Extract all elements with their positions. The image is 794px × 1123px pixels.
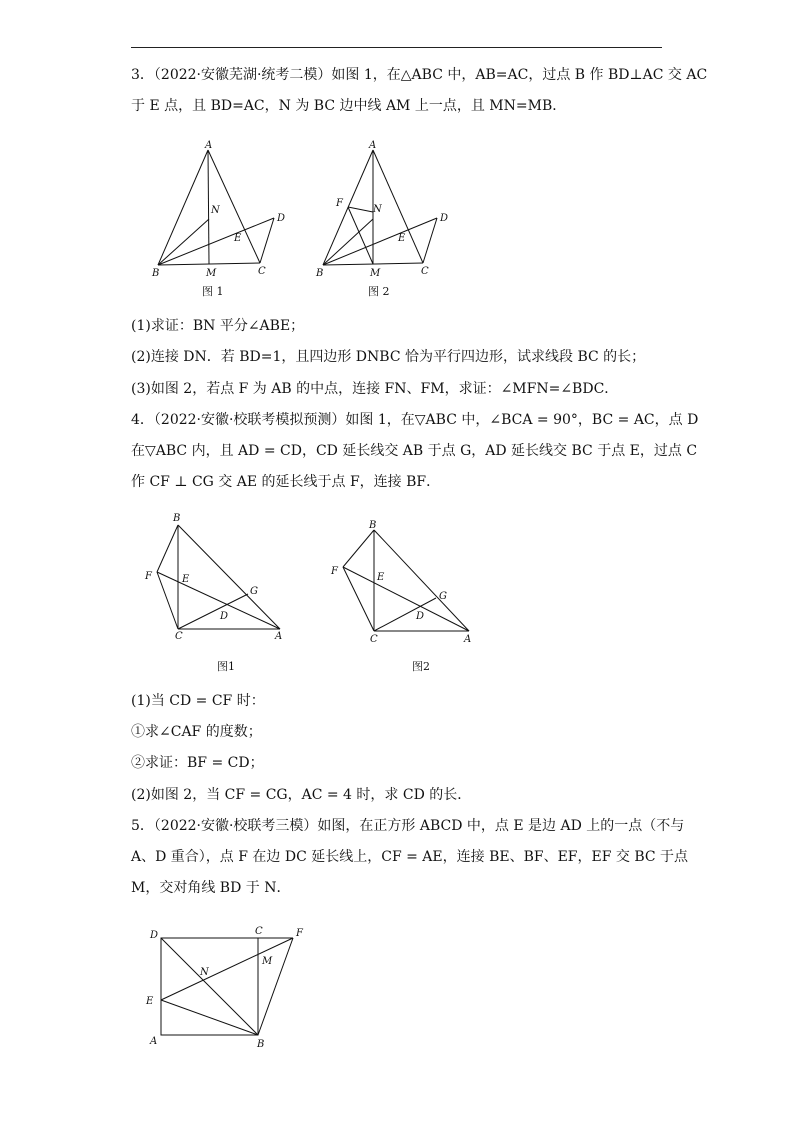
q4-f1-label-a: A (275, 631, 283, 642)
q4-f2-label-d: D (416, 611, 425, 622)
q3-figure-1 (140, 135, 300, 303)
q5-label-m: M (262, 956, 273, 967)
q5-figure (140, 918, 315, 1053)
q3-text-line-1: 3．（2022·安徽芜湖·统考二模）如图 1，在△ABC 中，AB=AC，过点 B 作 BD⊥AC 交 AC (131, 67, 708, 83)
q4-f2-label-f: F (331, 566, 338, 577)
q4-part-1a: ①求∠CAF 的度数； (131, 724, 262, 740)
q5-label-d: D (150, 930, 159, 941)
q5-text-line-3: M，交对角线 BD 于 N． (131, 880, 291, 896)
q4-part-1b: ②求证：BF = CD； (131, 755, 264, 771)
q3-part-2: (2)连接 DN．若 BD=1，且四边形 DNBC 恰为平行四边形，试求线段 BC 的长； (131, 349, 646, 365)
q3-text-line-2: 于 E 点，且 BD=AC，N 为 BC 边中线 AM 上一点，且 MN=MB． (131, 98, 567, 114)
q5-text-line-1: 5．（2022·安徽·校联考三模）如图，在正方形 ABCD 中，点 E 是边 AD 上的一点（不与 (131, 818, 685, 834)
q4-f2-label-e: E (377, 572, 385, 583)
q4-figure-2 (328, 505, 488, 677)
q4-f2-caption: 图2 (412, 660, 430, 673)
q4-f2-label-a: A (464, 634, 472, 645)
q4-text-line-2: 在▽ABC 内，且 AD = CD，CD 延长线交 AB 于点 G，AD 延长线交 BC 于点 E，过点 C (131, 443, 698, 459)
q3-f1-label-n: N (211, 205, 220, 216)
q4-part-1: (1)当 CD = CF 时： (131, 693, 265, 709)
q3-f2-caption: 图 2 (368, 285, 390, 298)
q4-f1-label-e: E (182, 574, 190, 585)
q4-f1-label-c: C (175, 631, 183, 642)
q3-f2-label-m: M (370, 268, 381, 279)
q3-f1-label-e: E (234, 233, 242, 244)
q4-f1-label-b: B (173, 513, 181, 524)
q5-label-f: F (296, 928, 303, 939)
q3-f2-label-d: D (440, 213, 449, 224)
q3-f1-label-m: M (206, 268, 217, 279)
q3-f1-label-a: A (205, 140, 213, 151)
q3-f1-label-c: C (258, 266, 266, 277)
q3-f2-label-a: A (369, 140, 377, 151)
q4-f2-label-c: C (370, 634, 378, 645)
q4-f1-label-d: D (220, 611, 229, 622)
q4-part-2: (2)如图 2，当 CF = CG，AC = 4 时，求 CD 的长． (131, 787, 472, 803)
q5-label-a: A (150, 1036, 158, 1047)
q4-f2-label-g: G (439, 591, 447, 602)
q3-f2-label-c: C (421, 266, 429, 277)
q4-f1-label-g: G (250, 586, 258, 597)
q4-text-line-1: 4．（2022·安徽·校联考模拟预测）如图 1，在▽ABC 中，∠BCA = 90°，BC = AC，点 D (131, 412, 699, 428)
q3-part-3: (3)如图 2，若点 F 为 AB 的中点，连接 FN、FM，求证：∠MFN=∠BDC． (131, 381, 619, 397)
q4-f2-label-b: B (369, 520, 377, 531)
q3-f2-label-n: N (373, 204, 382, 215)
q3-f1-label-d: D (277, 213, 286, 224)
q4-f1-label-f: F (145, 571, 152, 582)
q5-label-e: E (146, 996, 154, 1007)
q3-f1-caption: 图 1 (202, 285, 224, 298)
q4-f1-caption: 图1 (217, 660, 235, 673)
q3-f1-label-b: B (152, 268, 160, 279)
header-rule (131, 47, 662, 48)
q5-label-c: C (255, 926, 263, 937)
q3-f2-label-b: B (316, 268, 324, 279)
q5-label-b: B (257, 1039, 265, 1050)
q4-figure-1 (140, 505, 300, 677)
q3-part-1: (1)求证：BN 平分∠ABE； (131, 318, 305, 334)
q3-f2-label-f: F (336, 198, 343, 209)
q5-label-n: N (200, 967, 209, 978)
q3-f2-label-e: E (398, 233, 406, 244)
q5-text-line-2: A、D 重合），点 F 在边 DC 延长线上，CF = AE，连接 BE、BF、EF，EF 交 BC 于点 (131, 849, 689, 865)
q4-text-line-3: 作 CF ⊥ CG 交 AE 的延长线于点 F，连接 BF． (131, 474, 441, 490)
q3-figure-2 (308, 135, 468, 303)
